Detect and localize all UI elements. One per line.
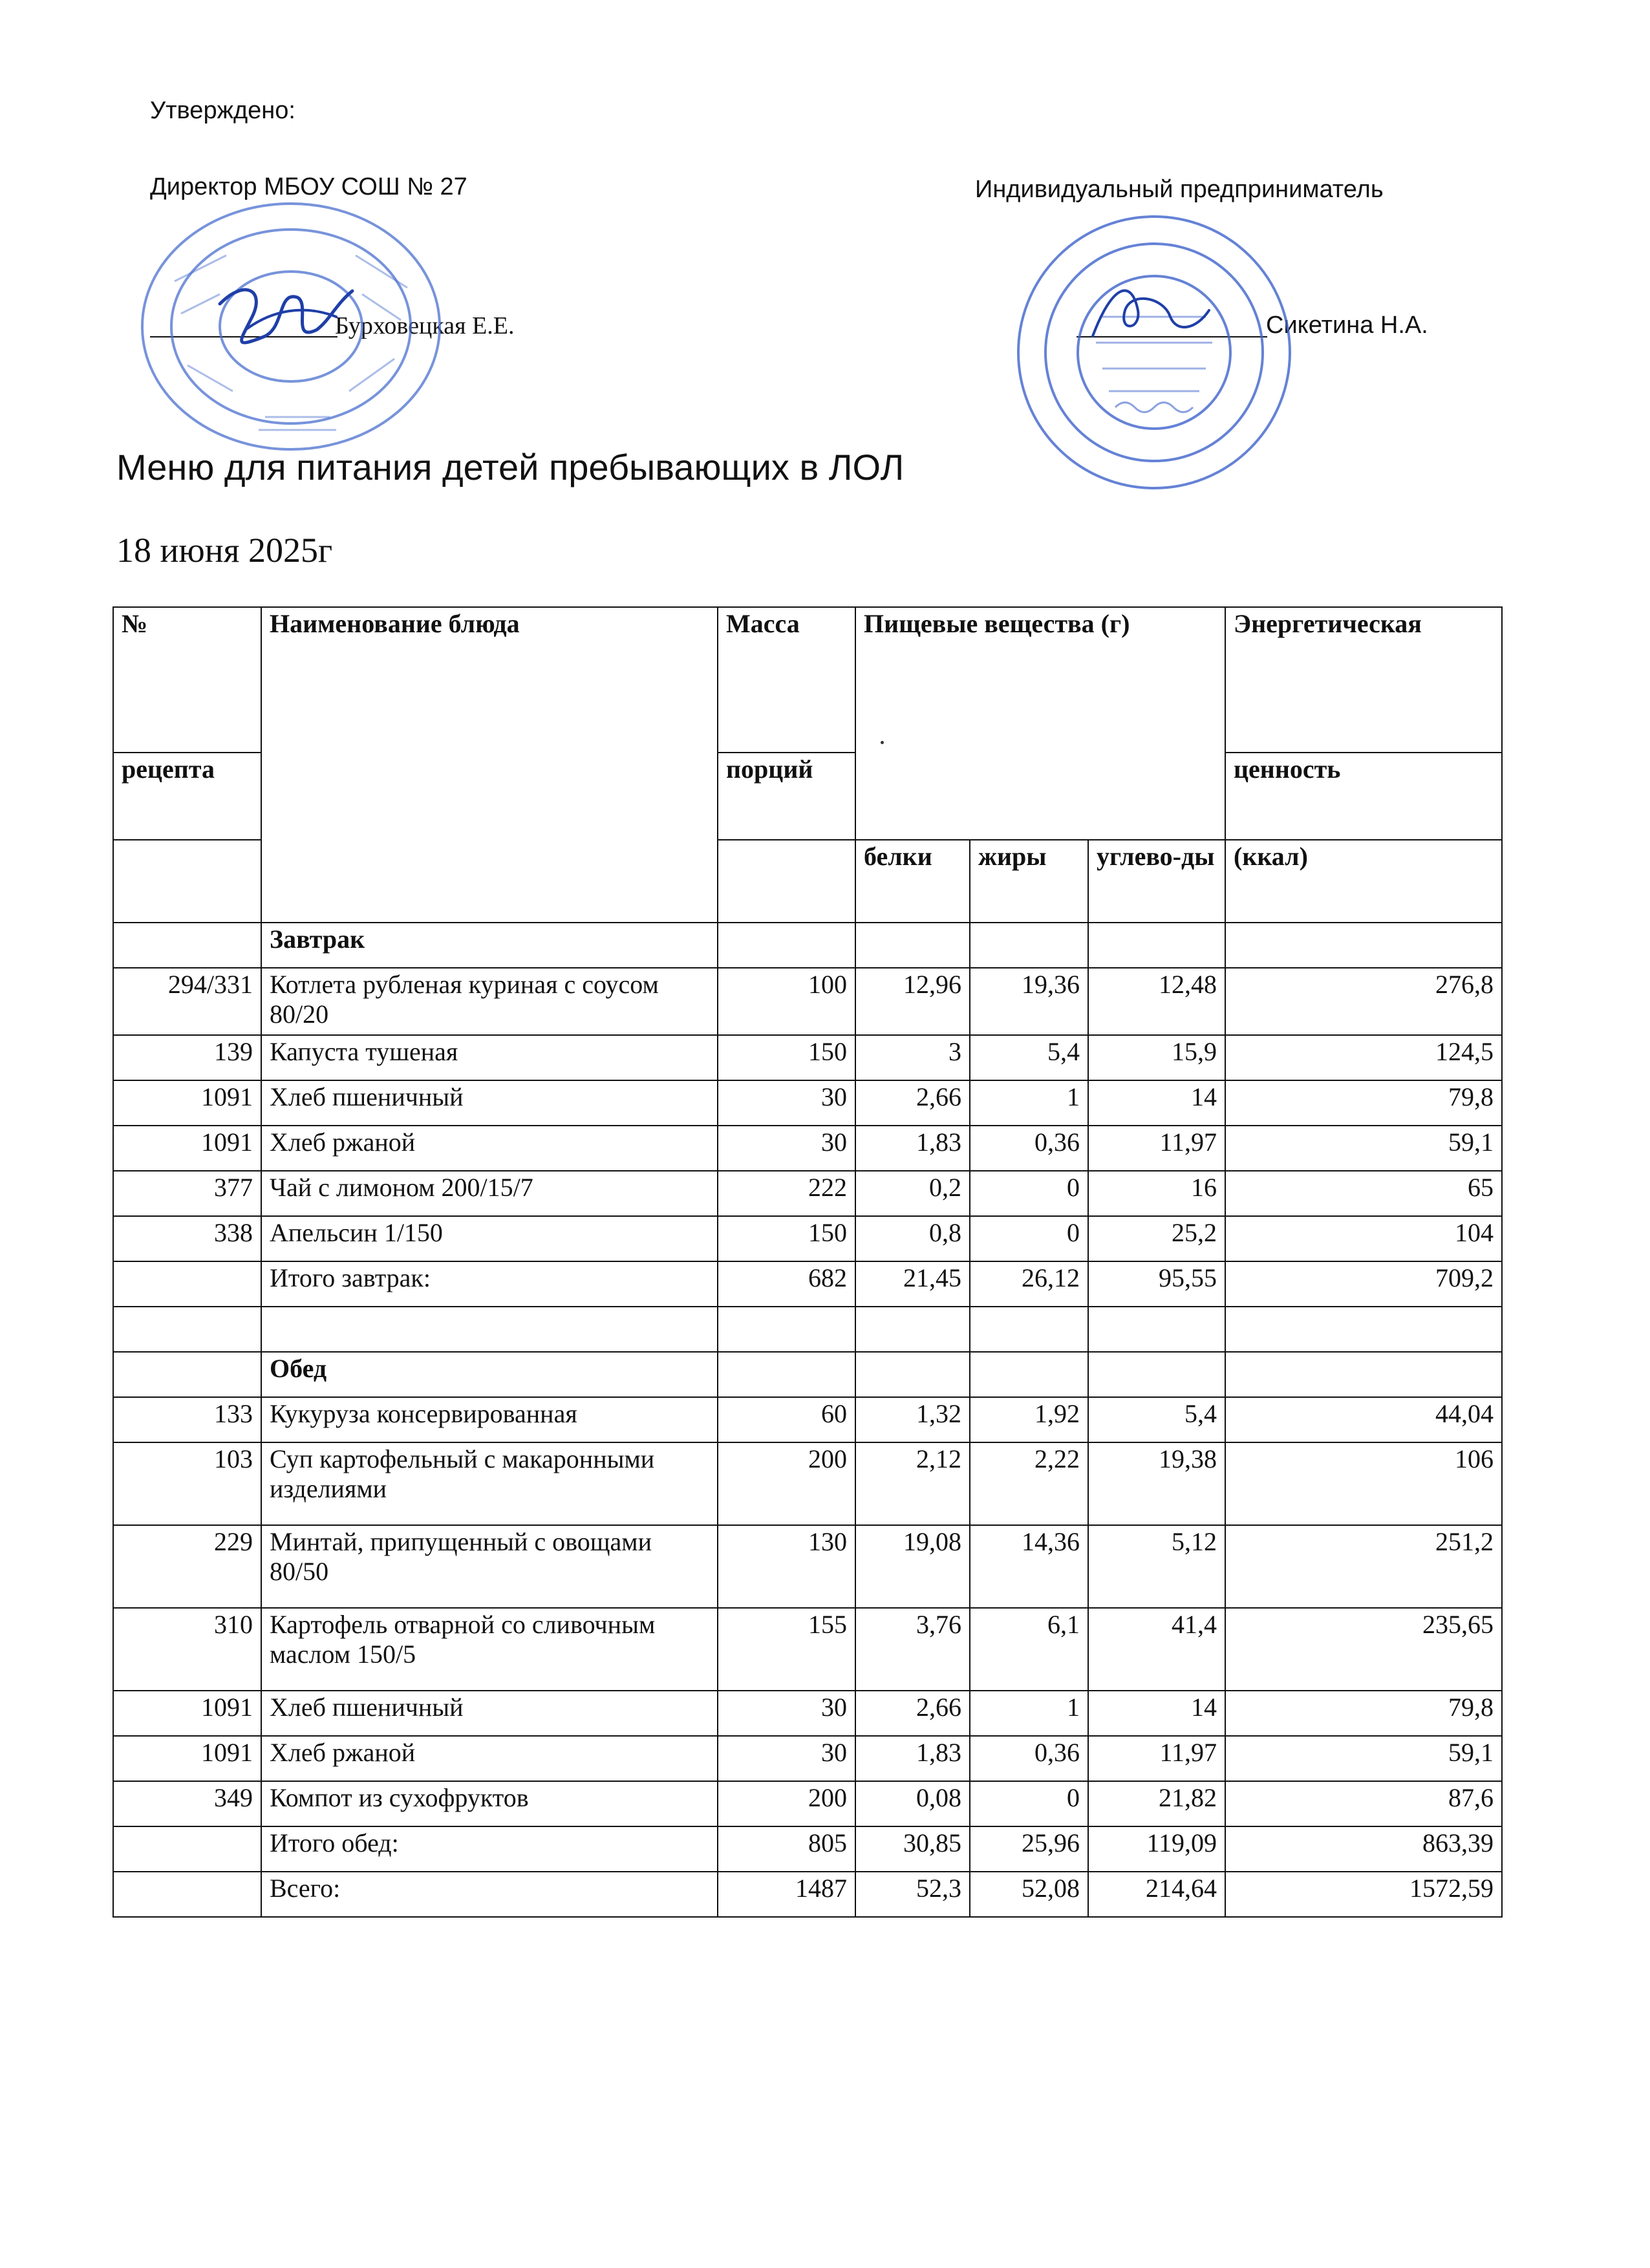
stray-mark — [881, 741, 884, 744]
empty-cell — [718, 923, 855, 968]
empty-cell — [1088, 1352, 1225, 1397]
protein-value: 1,32 — [855, 1397, 970, 1442]
code-cell — [113, 1826, 261, 1872]
table-row — [113, 968, 1502, 1035]
carbs-value: 5,4 — [1088, 1397, 1225, 1442]
table-row — [113, 1691, 1502, 1736]
header-recipe: рецепта — [113, 753, 261, 840]
empty-cell — [718, 1307, 855, 1352]
mass-value: 60 — [718, 1397, 855, 1442]
page-title: Меню для питания детей пребывающих в ЛОЛ — [116, 447, 905, 487]
code-cell — [113, 1261, 261, 1307]
mass-value: 200 — [718, 1442, 855, 1525]
kcal-value: 235,65 — [1225, 1608, 1502, 1691]
header-proteins: белки — [855, 840, 970, 923]
kcal-value: 65 — [1225, 1171, 1502, 1216]
dish-name: Кукуруза консервированная — [261, 1397, 718, 1442]
total-row — [113, 1872, 1502, 1917]
carbs-value: 41,4 — [1088, 1608, 1225, 1691]
table-row — [113, 1035, 1502, 1080]
section-label: Обед — [261, 1352, 718, 1397]
mass-value: 200 — [718, 1781, 855, 1826]
header-fats: жиры — [970, 840, 1088, 923]
carbs-value: 119,09 — [1088, 1826, 1225, 1872]
protein-value: 2,66 — [855, 1691, 970, 1736]
dish-name: Всего: — [261, 1872, 718, 1917]
kcal-value: 59,1 — [1225, 1736, 1502, 1781]
header-portion: порций — [718, 753, 855, 840]
protein-value: 52,3 — [855, 1872, 970, 1917]
empty-cell — [1225, 923, 1502, 968]
fat-value: 52,08 — [970, 1872, 1088, 1917]
recipe-code: 338 — [113, 1216, 261, 1261]
mass-value: 100 — [718, 968, 855, 1035]
dish-name: Минтай, припущенный с овощами 80/50 — [261, 1525, 718, 1608]
total-row — [113, 1826, 1502, 1872]
entrepreneur-name: Сикетина Н.А. — [1266, 312, 1428, 339]
header-nutrients: Пищевые вещества (г) — [855, 607, 1225, 840]
protein-value: 21,45 — [855, 1261, 970, 1307]
table-row — [113, 1736, 1502, 1781]
kcal-value: 44,04 — [1225, 1397, 1502, 1442]
recipe-code: 377 — [113, 1171, 261, 1216]
dish-name: Компот из сухофруктов — [261, 1781, 718, 1826]
kcal-value: 251,2 — [1225, 1525, 1502, 1608]
kcal-value: 124,5 — [1225, 1035, 1502, 1080]
empty-cell — [970, 923, 1088, 968]
menu-date: 18 июня 2025г — [116, 531, 333, 570]
table-row — [113, 1397, 1502, 1442]
recipe-code: 133 — [113, 1397, 261, 1442]
dish-name: Итого завтрак: — [261, 1261, 718, 1307]
dish-name: Котлета рубленая куриная с соусом 80/20 — [261, 968, 718, 1035]
recipe-code: 103 — [113, 1442, 261, 1525]
carbs-value: 214,64 — [1088, 1872, 1225, 1917]
dish-name: Картофель отварной со сливочным маслом 150/5 — [261, 1608, 718, 1691]
mass-value: 30 — [718, 1691, 855, 1736]
kcal-value: 79,8 — [1225, 1691, 1502, 1736]
fat-value: 0 — [970, 1781, 1088, 1826]
entrepreneur-seal-icon — [1012, 200, 1296, 504]
fat-value: 1 — [970, 1691, 1088, 1736]
dish-name: Хлеб ржаной — [261, 1736, 718, 1781]
empty-cell — [261, 1307, 718, 1352]
kcal-value: 59,1 — [1225, 1126, 1502, 1171]
empty-cell — [970, 1352, 1088, 1397]
mass-value: 30 — [718, 1736, 855, 1781]
header-no: № — [113, 607, 261, 753]
carbs-value: 5,12 — [1088, 1525, 1225, 1608]
kcal-value: 106 — [1225, 1442, 1502, 1525]
fat-value: 6,1 — [970, 1608, 1088, 1691]
empty-cell — [855, 923, 970, 968]
recipe-code: 229 — [113, 1525, 261, 1608]
school-signature-icon — [207, 265, 362, 356]
recipe-code: 1091 — [113, 1126, 261, 1171]
protein-value: 12,96 — [855, 968, 970, 1035]
protein-value: 0,08 — [855, 1781, 970, 1826]
protein-value: 2,66 — [855, 1080, 970, 1126]
recipe-code: 310 — [113, 1608, 261, 1691]
fat-value: 0,36 — [970, 1126, 1088, 1171]
fat-value: 0 — [970, 1171, 1088, 1216]
director-name: Бурховецкая Е.Е. — [335, 312, 515, 339]
code-cell — [113, 1872, 261, 1917]
protein-value: 19,08 — [855, 1525, 970, 1608]
empty-cell — [1088, 1307, 1225, 1352]
code-cell — [113, 1352, 261, 1397]
fat-value: 14,36 — [970, 1525, 1088, 1608]
fat-value: 26,12 — [970, 1261, 1088, 1307]
approved-label: Утверждено: — [150, 97, 295, 124]
mass-value: 150 — [718, 1216, 855, 1261]
table-row — [113, 1126, 1502, 1171]
recipe-code: 294/331 — [113, 968, 261, 1035]
kcal-value: 87,6 — [1225, 1781, 1502, 1826]
dish-name: Хлеб ржаной — [261, 1126, 718, 1171]
carbs-value: 11,97 — [1088, 1126, 1225, 1171]
carbs-value: 25,2 — [1088, 1216, 1225, 1261]
table-row — [113, 1216, 1502, 1261]
table-row — [113, 1171, 1502, 1216]
fat-value: 1,92 — [970, 1397, 1088, 1442]
protein-value: 1,83 — [855, 1736, 970, 1781]
fat-value: 19,36 — [970, 968, 1088, 1035]
mass-value: 130 — [718, 1525, 855, 1608]
carbs-value: 14 — [1088, 1691, 1225, 1736]
mass-value: 30 — [718, 1126, 855, 1171]
header-row-1 — [113, 607, 1502, 753]
fat-value: 0 — [970, 1216, 1088, 1261]
header-kcal: (ккал) — [1225, 840, 1502, 923]
mass-value: 222 — [718, 1171, 855, 1216]
mass-value: 30 — [718, 1080, 855, 1126]
table-row — [113, 1781, 1502, 1826]
carbs-value: 95,55 — [1088, 1261, 1225, 1307]
kcal-value: 709,2 — [1225, 1261, 1502, 1307]
dish-name: Итого обед: — [261, 1826, 718, 1872]
header-mass: Масса — [718, 607, 855, 753]
dish-name: Хлеб пшеничный — [261, 1080, 718, 1126]
carbs-value: 21,82 — [1088, 1781, 1225, 1826]
fat-value: 2,22 — [970, 1442, 1088, 1525]
table-row — [113, 1080, 1502, 1126]
fat-value: 1 — [970, 1080, 1088, 1126]
entrepreneur-signature-icon — [1073, 272, 1222, 349]
mass-value: 682 — [718, 1261, 855, 1307]
recipe-code: 1091 — [113, 1736, 261, 1781]
menu-table — [112, 606, 1503, 1918]
entrepreneur-title: Индивидуальный предприниматель — [975, 176, 1384, 203]
empty-cell — [1088, 923, 1225, 968]
empty-cell — [718, 1352, 855, 1397]
carbs-value: 12,48 — [1088, 968, 1225, 1035]
carbs-value: 16 — [1088, 1171, 1225, 1216]
recipe-code: 1091 — [113, 1691, 261, 1736]
mass-value: 150 — [718, 1035, 855, 1080]
kcal-value: 1572,59 — [1225, 1872, 1502, 1917]
recipe-code: 349 — [113, 1781, 261, 1826]
protein-value: 30,85 — [855, 1826, 970, 1872]
header-dish: Наименование блюда — [261, 607, 718, 923]
empty-cell — [1225, 1307, 1502, 1352]
kcal-value: 79,8 — [1225, 1080, 1502, 1126]
code-cell — [113, 923, 261, 968]
header-value: ценность — [1225, 753, 1502, 840]
carbs-value: 14 — [1088, 1080, 1225, 1126]
protein-value: 3,76 — [855, 1608, 970, 1691]
section-row — [113, 1352, 1502, 1397]
header-energy: Энергетическая — [1225, 607, 1502, 753]
kcal-value: 863,39 — [1225, 1826, 1502, 1872]
header-empty — [113, 840, 261, 923]
mass-value: 1487 — [718, 1872, 855, 1917]
protein-value: 0,8 — [855, 1216, 970, 1261]
total-row — [113, 1261, 1502, 1307]
empty-cell — [855, 1352, 970, 1397]
recipe-code: 139 — [113, 1035, 261, 1080]
protein-value: 2,12 — [855, 1442, 970, 1525]
dish-name: Чай с лимоном 200/15/7 — [261, 1171, 718, 1216]
empty-cell — [970, 1307, 1088, 1352]
dish-name: Суп картофельный с макаронными изделиями — [261, 1442, 718, 1525]
table-row — [113, 1525, 1502, 1608]
empty-cell — [855, 1307, 970, 1352]
kcal-value: 104 — [1225, 1216, 1502, 1261]
fat-value: 5,4 — [970, 1035, 1088, 1080]
carbs-value: 15,9 — [1088, 1035, 1225, 1080]
dish-name: Капуста тушеная — [261, 1035, 718, 1080]
protein-value: 1,83 — [855, 1126, 970, 1171]
header-carbs: углево-ды — [1088, 840, 1225, 923]
empty-cell — [113, 1307, 261, 1352]
fat-value: 25,96 — [970, 1826, 1088, 1872]
dish-name: Хлеб пшеничный — [261, 1691, 718, 1736]
carbs-value: 11,97 — [1088, 1736, 1225, 1781]
director-title: Директор МБОУ СОШ № 27 — [150, 173, 467, 200]
empty-cell — [1225, 1352, 1502, 1397]
header-empty — [718, 840, 855, 923]
spacer-row — [113, 1307, 1502, 1352]
mass-value: 805 — [718, 1826, 855, 1872]
kcal-value: 276,8 — [1225, 968, 1502, 1035]
table-row — [113, 1442, 1502, 1525]
table-row — [113, 1608, 1502, 1691]
protein-value: 3 — [855, 1035, 970, 1080]
protein-value: 0,2 — [855, 1171, 970, 1216]
dish-name: Апельсин 1/150 — [261, 1216, 718, 1261]
fat-value: 0,36 — [970, 1736, 1088, 1781]
section-row — [113, 923, 1502, 968]
section-label: Завтрак — [261, 923, 718, 968]
recipe-code: 1091 — [113, 1080, 261, 1126]
carbs-value: 19,38 — [1088, 1442, 1225, 1525]
mass-value: 155 — [718, 1608, 855, 1691]
